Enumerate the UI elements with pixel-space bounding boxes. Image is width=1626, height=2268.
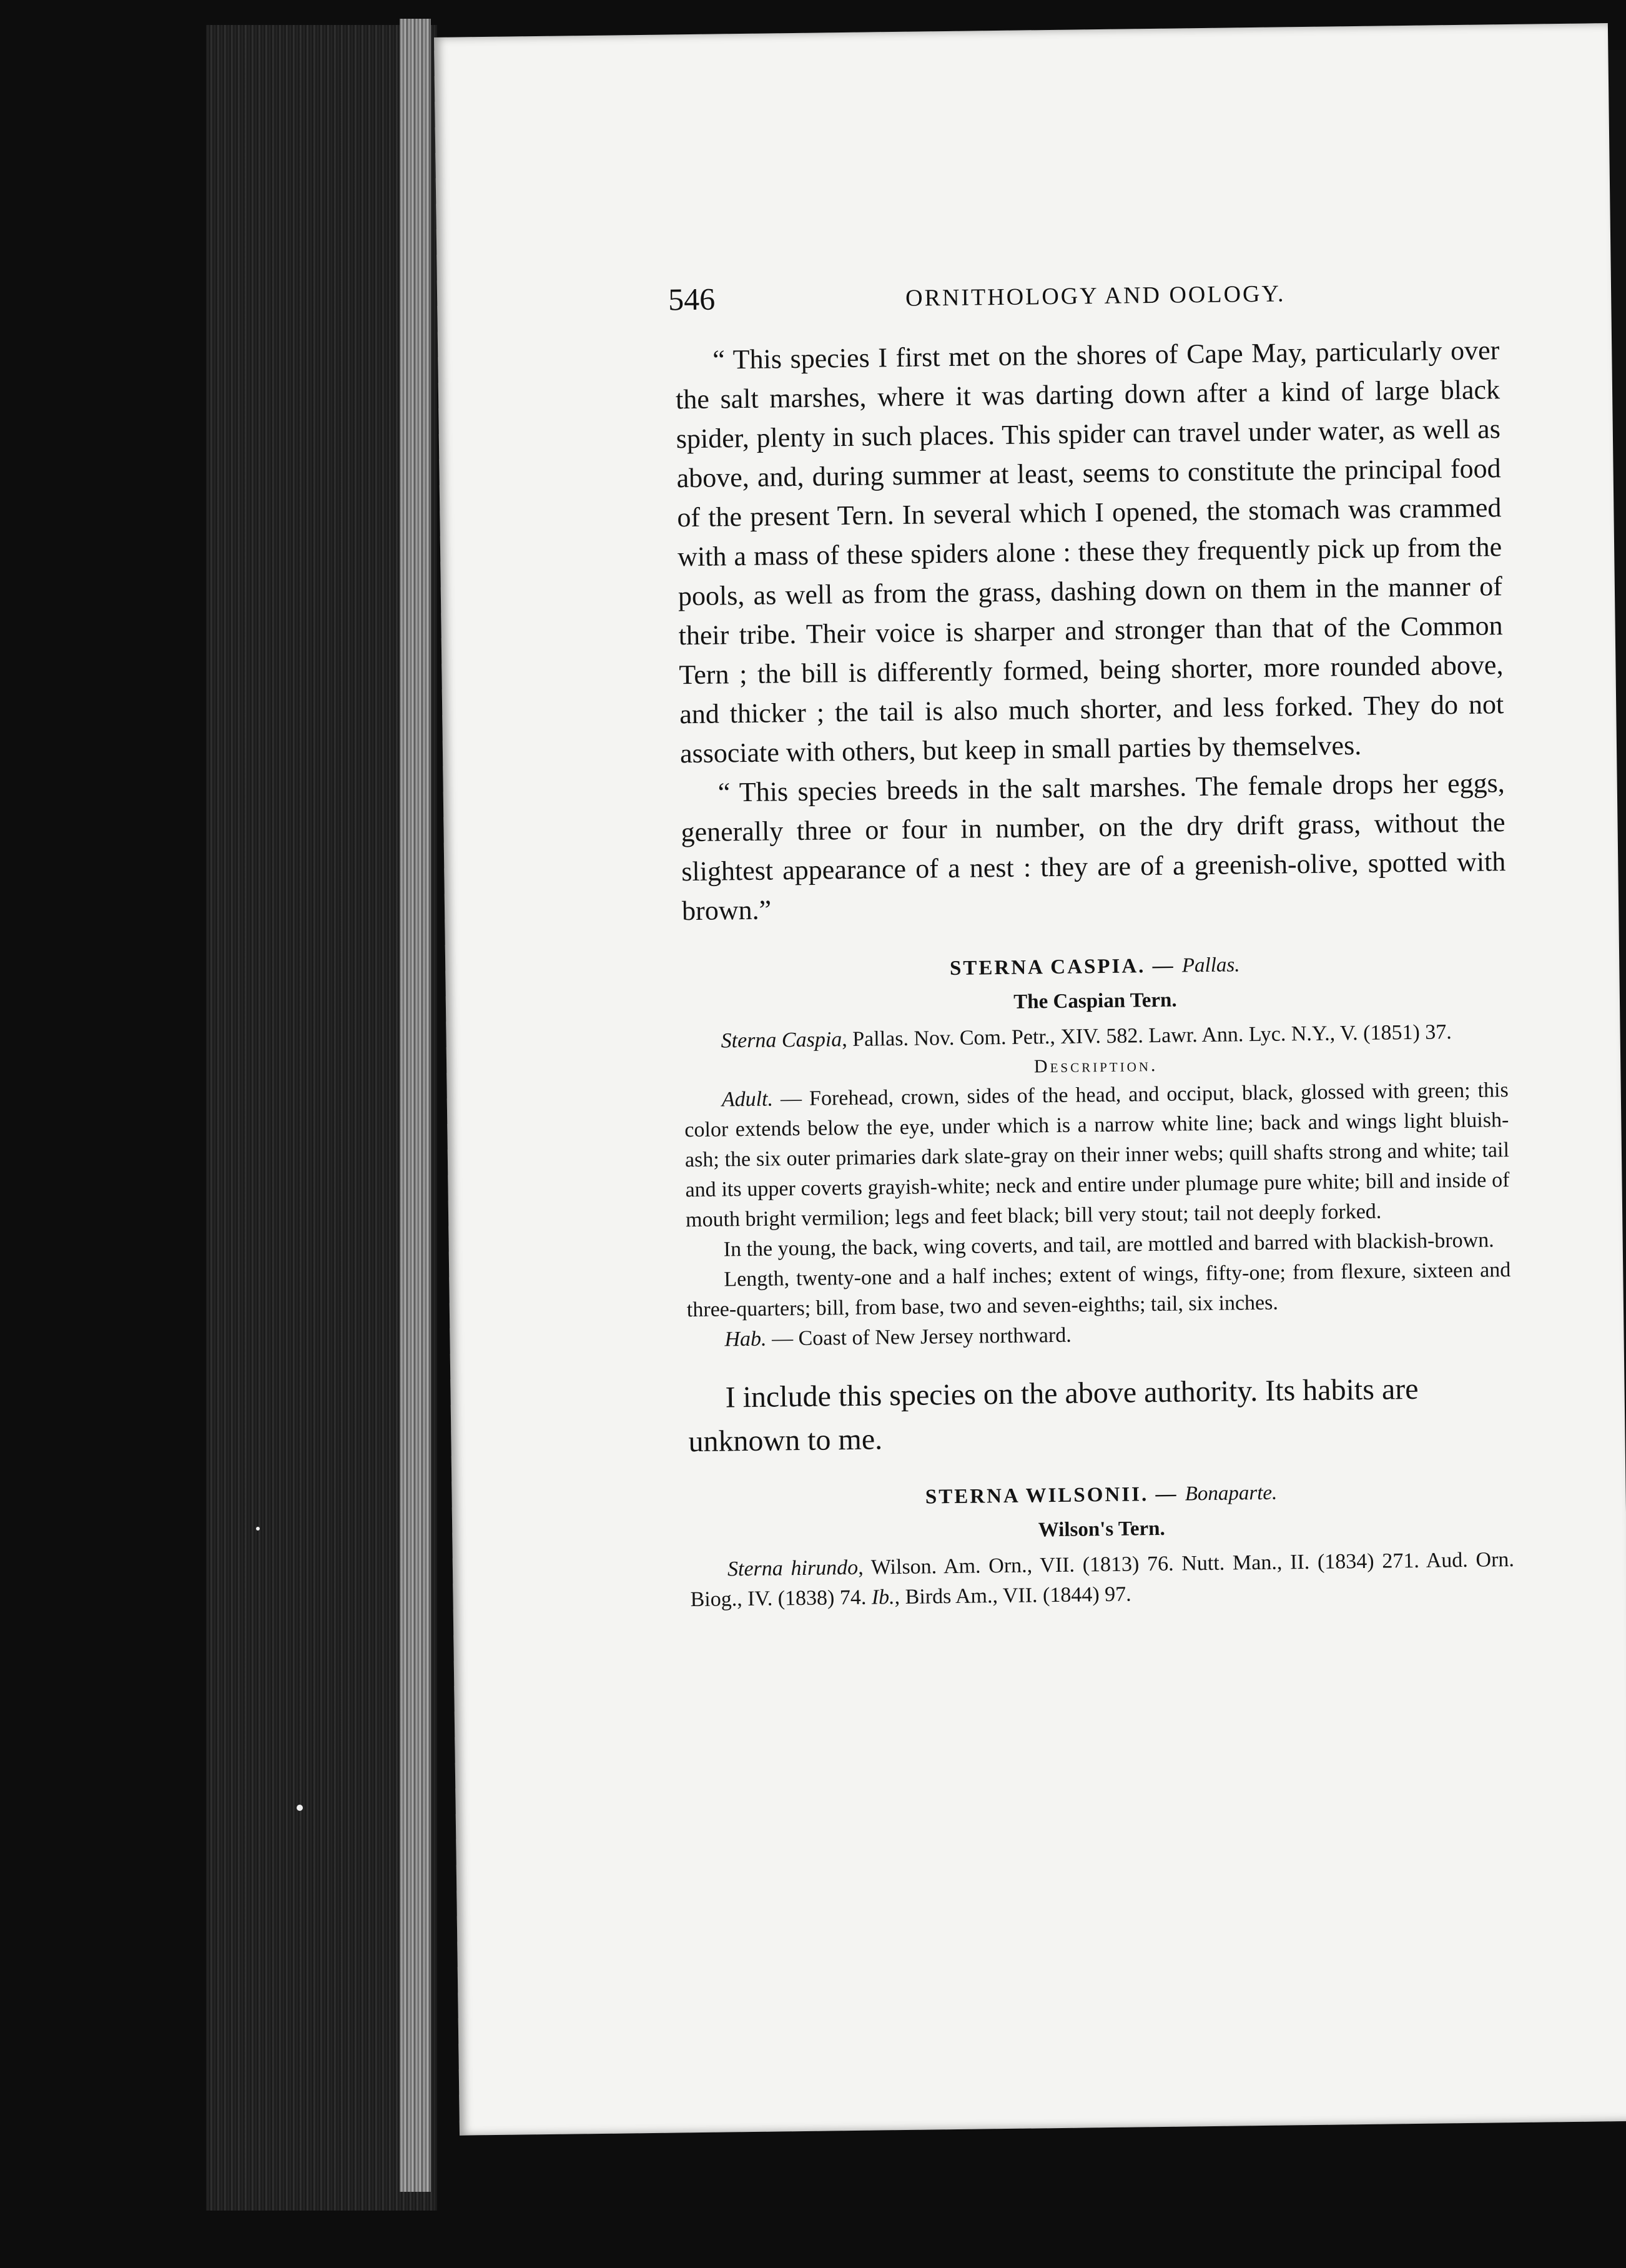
species-dash: — xyxy=(1148,1482,1185,1506)
synonym-text-2: , Birds Am., VII. (1844) 97. xyxy=(894,1582,1131,1609)
synonymy-caspia xyxy=(683,1017,1507,1057)
author-note: I include this species on the above authority. Its habits are unknown to me. xyxy=(688,1372,1419,1459)
species-name: STERNA CASPIA. xyxy=(949,955,1146,980)
page-header xyxy=(668,269,1626,331)
synonym-text: , Wilson. Am. Orn., VII. (1813) 76. Nutt. Man., II. (1834) 271. Aud. Orn. Biog., IV. (1838) 74. xyxy=(690,1548,1515,1612)
synonymy-wilsonii xyxy=(690,1545,1515,1615)
species-author: Pallas. xyxy=(1181,954,1240,977)
species-heading-caspia xyxy=(682,950,1507,984)
page-stack-edge xyxy=(400,19,431,2192)
habitat-text: — Coast of New Jersey northward. xyxy=(766,1323,1072,1351)
scan-speck xyxy=(256,1527,260,1531)
species-author: Bonaparte. xyxy=(1185,1481,1278,1506)
synonym-text: , Pallas. Nov. Com. Petr., XIV. 582. Lawr. Ann. Lyc. N.Y., V. (1851) 37. xyxy=(842,1020,1452,1052)
quote-paragraph-2: “ This species breeds in the salt marshes. The female drops her eggs, generally three or four in number, on the dry drift grass, without the slightest appearance of a nest : they are of a greenish-olive, spotted with brown.” xyxy=(681,767,1506,927)
scan-speck xyxy=(297,1805,303,1811)
habitat-label: Hab. xyxy=(724,1327,767,1351)
quote-paragraph-1: “ This species I first met on the shores of Cape May, particularly over the salt marshes, where it was darting down after a kind of large black spider, plenty in such places. This spider can travel under water, as well as above, and, during summer at least, seems to constitute the principal food of the present Tern. In several which I opened, the stomach was crammed with a mass of these spiders alone : these they frequently pick up from the pools, as well as from the grass, dashing down on them in the manner of their tribe. Their voice is sharper and stronger than that of the Common Tern ; the bill is differently formed, being shorter, more rounded above, and thicker ; the tail is also much shorter, and less forked. They do not associate with others, but keep in small parties by themselves. xyxy=(675,335,1504,769)
species-name: STERNA WILSONII. xyxy=(925,1483,1149,1509)
measurements: Length, twenty-one and a half inches; extent of wings, fifty-one; from flexure, sixteen and three-quarters; bill, from base, two and seven-eighths; tail, six inches. xyxy=(686,1258,1511,1322)
description-heading: Description. xyxy=(1033,1054,1158,1077)
young-description: In the young, the back, wing coverts, and tail, are mottled and barred with blackish-brown. xyxy=(723,1228,1494,1261)
species-heading-wilsonii xyxy=(689,1479,1513,1512)
common-name-wilsonii: Wilson's Tern. xyxy=(1038,1517,1165,1542)
adult-label: Adult. xyxy=(721,1087,774,1112)
adult-description xyxy=(684,1075,1510,1235)
synonym-italic: Sterna hirundo xyxy=(727,1556,859,1581)
book-page xyxy=(434,23,1626,2136)
species-dash: — xyxy=(1145,954,1183,978)
common-name-caspia: The Caspian Tern. xyxy=(1013,989,1177,1013)
synonym-italic-2: Ib. xyxy=(871,1585,895,1609)
page-number: 546 xyxy=(668,281,716,317)
page-content xyxy=(675,330,1515,1615)
adult-text: — Forehead, crown, sides of the head, and occiput, black, glossed with green; this color extends below the eye, under which is a narrow white line; back and wings light bluish-ash; the six outer primaries dark slate-gray on their inner webs; quill shafts strong and white; tail and its upper coverts grayish-white; neck and entire under plumage pure white; bill and inside of mouth bright vermilion; legs and feet black; bill very stout; tail not deeply forked. xyxy=(684,1078,1510,1232)
synonym-italic: Sterna Caspia xyxy=(721,1028,842,1053)
quote-block xyxy=(675,330,1506,930)
running-title: ORNITHOLOGY AND OOLOGY. xyxy=(905,280,1286,312)
